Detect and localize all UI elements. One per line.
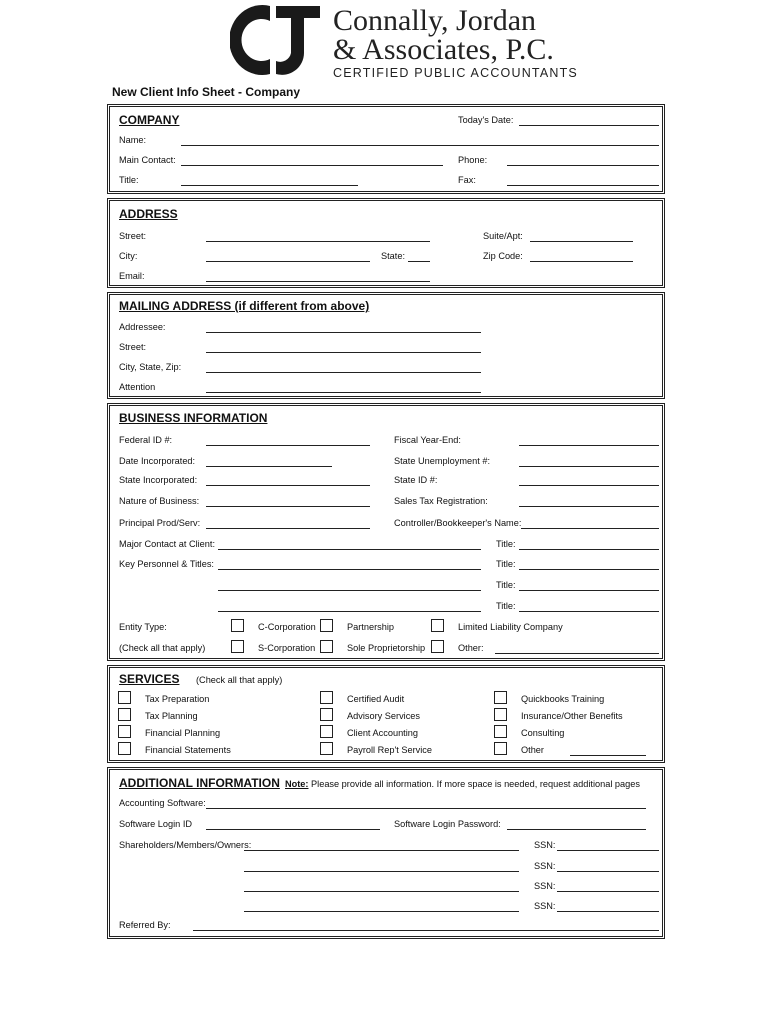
c-corporation-checkbox[interactable] <box>231 619 244 632</box>
ssn-field-2[interactable] <box>557 871 659 872</box>
payroll-service-checkbox[interactable] <box>320 742 333 755</box>
ssn-field-3[interactable] <box>557 891 659 892</box>
sole-proprietorship-checkbox[interactable] <box>320 640 333 653</box>
fiscal-year-end-label: Fiscal Year-End: <box>394 435 461 445</box>
partnership-checkbox[interactable] <box>320 619 333 632</box>
todays-date-label: Today's Date: <box>458 115 514 125</box>
ssn-label-2: SSN: <box>534 861 556 871</box>
s-corporation-checkbox[interactable] <box>231 640 244 653</box>
city-field[interactable] <box>206 261 370 262</box>
suite-field[interactable] <box>530 241 633 242</box>
sales-tax-field[interactable] <box>519 506 659 507</box>
key-personnel-title-field-2[interactable] <box>519 590 659 591</box>
financial-planning-label: Financial Planning <box>145 728 221 738</box>
consulting-label: Consulting <box>521 728 565 738</box>
shareholder-field-2[interactable] <box>244 871 519 872</box>
main-contact-field[interactable] <box>181 165 443 166</box>
mailing-heading: MAILING ADDRESS (if different from above) <box>119 299 370 313</box>
shareholder-field-3[interactable] <box>244 891 519 892</box>
principal-prod-label: Principal Prod/Serv: <box>119 518 201 528</box>
note-text: Please provide all information. If more space is needed, request additional pages <box>308 779 640 789</box>
company-name-label: Name: <box>119 135 147 145</box>
financial-statements-checkbox[interactable] <box>118 742 131 755</box>
city-state-zip-field[interactable] <box>206 372 481 373</box>
shareholders-label: Shareholders/Members/Owners: <box>119 840 252 850</box>
federal-id-label: Federal ID #: <box>119 435 173 445</box>
key-personnel-title-label-2: Title: <box>496 580 516 590</box>
key-personnel-field-1[interactable] <box>218 569 481 570</box>
firm-subtitle: CERTIFIED PUBLIC ACCOUNTANTS <box>333 66 578 80</box>
services-heading: SERVICES <box>119 672 180 686</box>
tax-planning-checkbox[interactable] <box>118 708 131 721</box>
addressee-label: Addressee: <box>119 322 166 332</box>
tax-planning-label: Tax Planning <box>145 711 198 721</box>
key-personnel-title-label-1: Title: <box>496 559 516 569</box>
firm-name-line2: & Associates, P.C. <box>333 33 554 66</box>
insurance-benefits-label: Insurance/Other Benefits <box>521 711 623 721</box>
contact-title-label: Title: <box>119 175 139 185</box>
financial-statements-label: Financial Statements <box>145 745 231 755</box>
state-incorporated-label: State Incorporated: <box>119 475 198 485</box>
state-id-label: State ID #: <box>394 475 438 485</box>
entity-other-label: Other: <box>458 643 484 653</box>
principal-prod-field[interactable] <box>206 528 370 529</box>
s-corporation-label: S-Corporation <box>258 643 316 653</box>
entity-type-label: Entity Type: <box>119 622 167 632</box>
entity-other-field[interactable] <box>495 653 659 654</box>
accounting-software-field[interactable] <box>206 808 646 809</box>
key-personnel-title-field-1[interactable] <box>519 569 659 570</box>
company-name-field[interactable] <box>181 145 659 146</box>
address-heading: ADDRESS <box>119 207 178 221</box>
suite-label: Suite/Apt: <box>483 231 523 241</box>
client-accounting-label: Client Accounting <box>347 728 418 738</box>
state-label: State: <box>381 251 406 261</box>
key-personnel-field-3[interactable] <box>218 611 481 612</box>
llc-checkbox[interactable] <box>431 619 444 632</box>
note-label: Note: <box>285 779 309 789</box>
key-personnel-title-field-3[interactable] <box>519 611 659 612</box>
state-unemployment-label: State Unemployment #: <box>394 456 491 466</box>
state-incorporated-field[interactable] <box>206 485 370 486</box>
phone-field[interactable] <box>507 165 659 166</box>
shareholder-field-1[interactable] <box>244 850 519 851</box>
login-id-field[interactable] <box>206 829 380 830</box>
ssn-field-1[interactable] <box>557 850 659 851</box>
shareholder-field-4[interactable] <box>244 911 519 912</box>
firm-logo-mark <box>230 3 322 77</box>
document-title: New Client Info Sheet - Company <box>112 85 301 99</box>
entity-check-all-label: (Check all that apply) <box>119 643 206 653</box>
services-other-label: Other <box>521 745 544 755</box>
company-section <box>107 104 665 194</box>
sole-proprietorship-label: Sole Proprietorship <box>347 643 426 653</box>
major-contact-field[interactable] <box>218 549 481 550</box>
nature-of-business-field[interactable] <box>206 506 370 507</box>
llc-label: Limited Liability Company <box>458 622 563 632</box>
login-id-label: Software Login ID <box>119 819 193 829</box>
certified-audit-checkbox[interactable] <box>320 691 333 704</box>
key-personnel-field-2[interactable] <box>218 590 481 591</box>
quickbooks-training-checkbox[interactable] <box>494 691 507 704</box>
city-state-zip-label: City, State, Zip: <box>119 362 182 372</box>
todays-date-field[interactable] <box>519 125 659 126</box>
key-personnel-label: Key Personnel & Titles: <box>119 559 214 569</box>
c-corporation-label: C-Corporation <box>258 622 316 632</box>
quickbooks-training-label: Quickbooks Training <box>521 694 605 704</box>
main-contact-label: Main Contact: <box>119 155 176 165</box>
ssn-field-4[interactable] <box>557 911 659 912</box>
date-incorporated-label: Date Incorporated: <box>119 456 196 466</box>
tax-preparation-label: Tax Preparation <box>145 694 210 704</box>
advisory-services-label: Advisory Services <box>347 711 421 721</box>
advisory-services-checkbox[interactable] <box>320 708 333 721</box>
entity-other-checkbox[interactable] <box>431 640 444 653</box>
nature-of-business-label: Nature of Business: <box>119 496 200 506</box>
partnership-label: Partnership <box>347 622 394 632</box>
city-label: City: <box>119 251 138 261</box>
controller-label: Controller/Bookkeeper's Name: <box>394 518 522 528</box>
additional-section <box>107 767 665 939</box>
additional-note <box>285 779 640 789</box>
street-field[interactable] <box>206 241 430 242</box>
date-incorporated-field[interactable] <box>206 466 332 467</box>
financial-planning-checkbox[interactable] <box>118 725 131 738</box>
services-other-field[interactable] <box>570 755 646 756</box>
certified-audit-label: Certified Audit <box>347 694 405 704</box>
services-check-all-label: (Check all that apply) <box>196 675 283 685</box>
ssn-label-3: SSN: <box>534 881 556 891</box>
major-contact-title-label: Title: <box>496 539 516 549</box>
controller-field[interactable] <box>521 528 659 529</box>
insurance-benefits-checkbox[interactable] <box>494 708 507 721</box>
major-contact-title-field[interactable] <box>519 549 659 550</box>
state-field[interactable] <box>408 261 430 262</box>
mailing-street-field[interactable] <box>206 352 481 353</box>
consulting-checkbox[interactable] <box>494 725 507 738</box>
state-unemployment-field[interactable] <box>519 466 659 467</box>
address-section <box>107 198 665 288</box>
accounting-software-label: Accounting Software: <box>119 798 206 808</box>
zip-label: Zip Code: <box>483 251 523 261</box>
login-password-field[interactable] <box>507 829 646 830</box>
payroll-service-label: Payroll Rep't Service <box>347 745 432 755</box>
additional-heading: ADDITIONAL INFORMATION <box>119 776 280 790</box>
attention-label: Attention <box>119 382 156 392</box>
fax-field[interactable] <box>507 185 659 186</box>
state-id-field[interactable] <box>519 485 659 486</box>
mailing-street-label: Street: <box>119 342 147 352</box>
email-label: Email: <box>119 271 145 281</box>
firm-name-line1: Connally, Jordan <box>333 4 537 37</box>
fax-label: Fax: <box>458 175 476 185</box>
business-heading: BUSINESS INFORMATION <box>119 411 268 425</box>
email-field[interactable] <box>206 281 430 282</box>
sales-tax-label: Sales Tax Registration: <box>394 496 488 506</box>
services-other-checkbox[interactable] <box>494 742 507 755</box>
ssn-label-4: SSN: <box>534 901 556 911</box>
ssn-label-1: SSN: <box>534 840 556 850</box>
major-contact-label: Major Contact at Client: <box>119 539 215 549</box>
addressee-field[interactable] <box>206 332 481 333</box>
company-heading: COMPANY <box>119 113 180 127</box>
zip-field[interactable] <box>530 261 633 262</box>
phone-label: Phone: <box>458 155 488 165</box>
contact-title-field[interactable] <box>181 185 358 186</box>
fiscal-year-end-field[interactable] <box>519 445 659 446</box>
attention-field[interactable] <box>206 392 481 393</box>
federal-id-field[interactable] <box>206 445 370 446</box>
key-personnel-title-label-3: Title: <box>496 601 516 611</box>
referred-by-label: Referred By: <box>119 920 171 930</box>
login-password-label: Software Login Password: <box>394 819 501 829</box>
referred-by-field[interactable] <box>193 930 659 931</box>
tax-preparation-checkbox[interactable] <box>118 691 131 704</box>
street-label: Street: <box>119 231 147 241</box>
client-accounting-checkbox[interactable] <box>320 725 333 738</box>
